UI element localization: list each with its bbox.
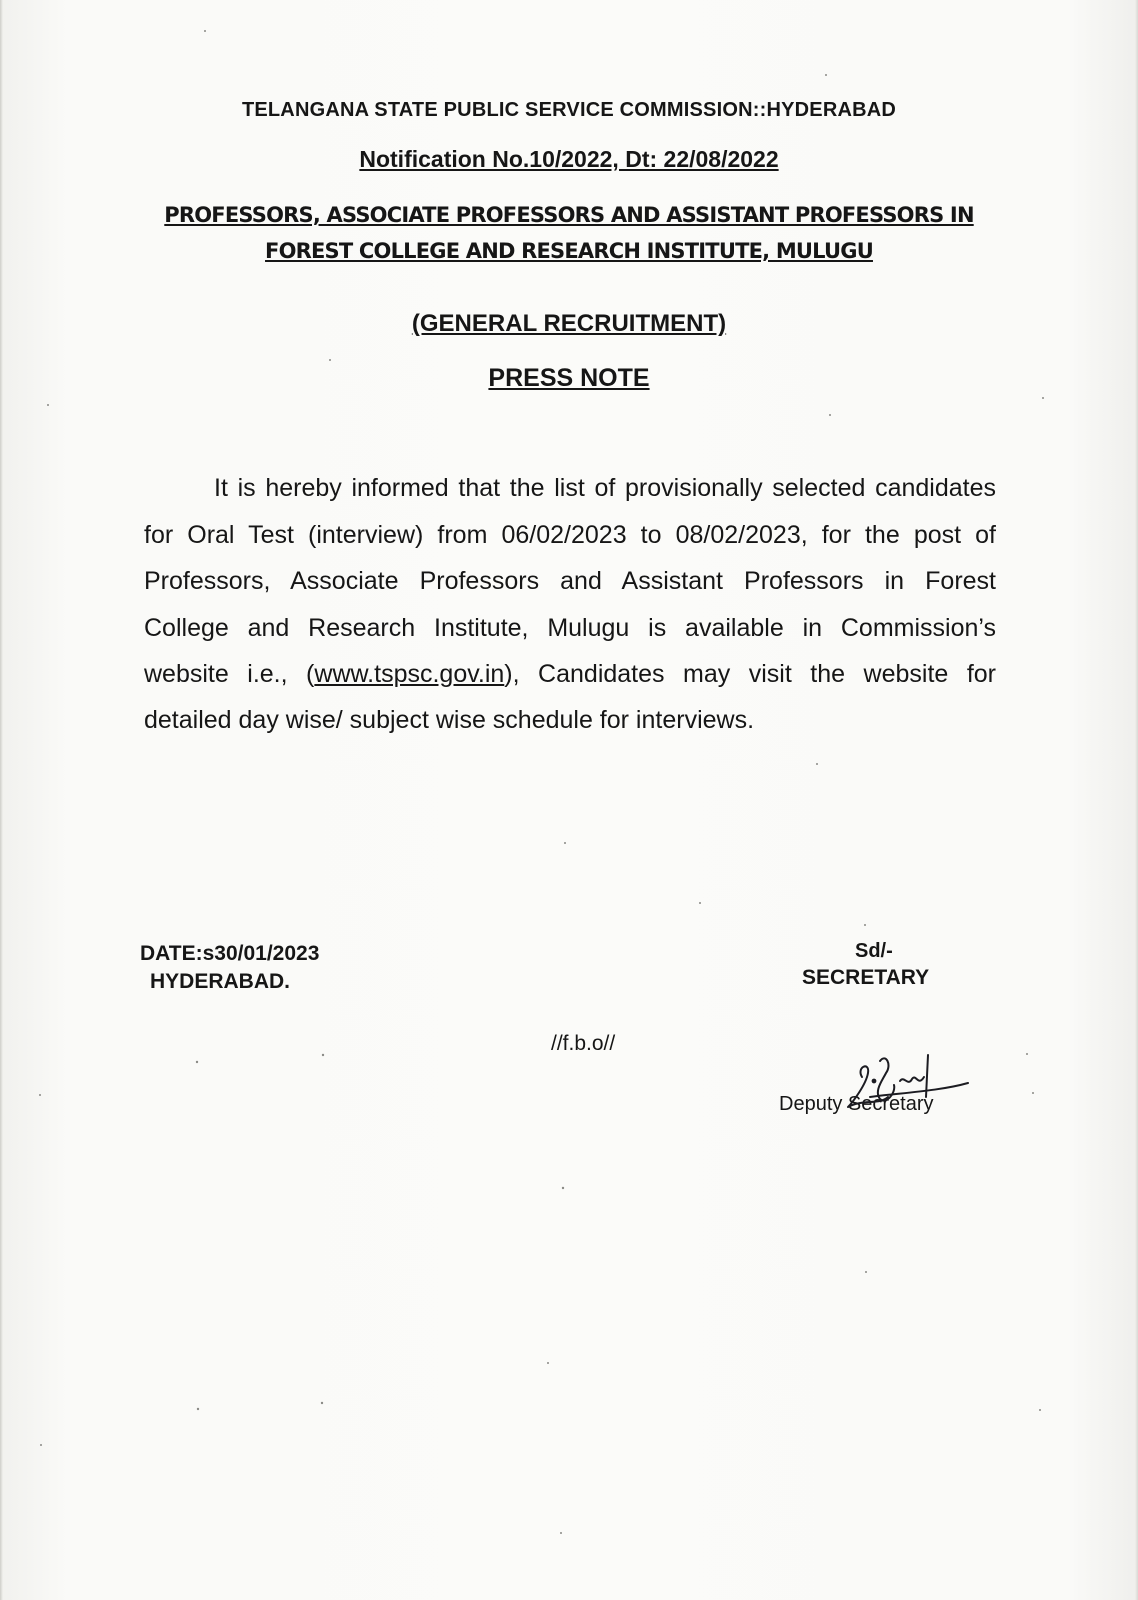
body-line-5-suffix: ), Candidates may visit the website for <box>504 660 996 688</box>
forwarded-by-order: //f.b.o// <box>551 1032 616 1055</box>
press-note-title: PRESS NOTE <box>488 364 650 392</box>
organization-heading: TELANGANA STATE PUBLIC SERVICE COMMISSION::HYDERABAD <box>241 99 897 121</box>
body-line-1: It is hereby informed that the list of provisionally selected candidates <box>214 474 996 502</box>
body-line-5-prefix: website i.e., ( <box>144 660 315 688</box>
issue-place: HYDERABAD. <box>150 970 291 993</box>
body-line-4: College and Research Institute, Mulugu is available in Commission’s <box>144 614 996 642</box>
notification-number: Notification No.10/2022, Dt: 22/08/2022 <box>359 146 779 172</box>
signed-mark: Sd/- <box>855 940 893 962</box>
body-line-3: Professors, Associate Professors and Assistant Professors in Forest <box>144 567 996 595</box>
subject-line-1: PROFESSORS, ASSOCIATE PROFESSORS AND ASSISTANT PROFESSORS IN <box>164 203 974 227</box>
attesting-officer: Deputy Secretary <box>779 1093 934 1115</box>
body-line-2: for Oral Test (interview) from 06/02/2023 to 08/02/2023, for the post of <box>144 521 996 549</box>
handwritten-signature <box>840 1047 990 1117</box>
issue-date: DATE:s30/01/2023 <box>140 942 320 965</box>
website-link[interactable]: www.tspsc.gov.in <box>314 660 505 688</box>
signatory-title: SECRETARY <box>802 966 930 989</box>
body-line-6: detailed day wise/ subject wise schedule for interviews. <box>144 706 755 734</box>
recruitment-type: (GENERAL RECRUITMENT) <box>411 310 727 337</box>
subject-line-2: FOREST COLLEGE AND RESEARCH INSTITUTE, MULUGU <box>265 239 873 263</box>
body-line-5 <box>144 660 996 689</box>
